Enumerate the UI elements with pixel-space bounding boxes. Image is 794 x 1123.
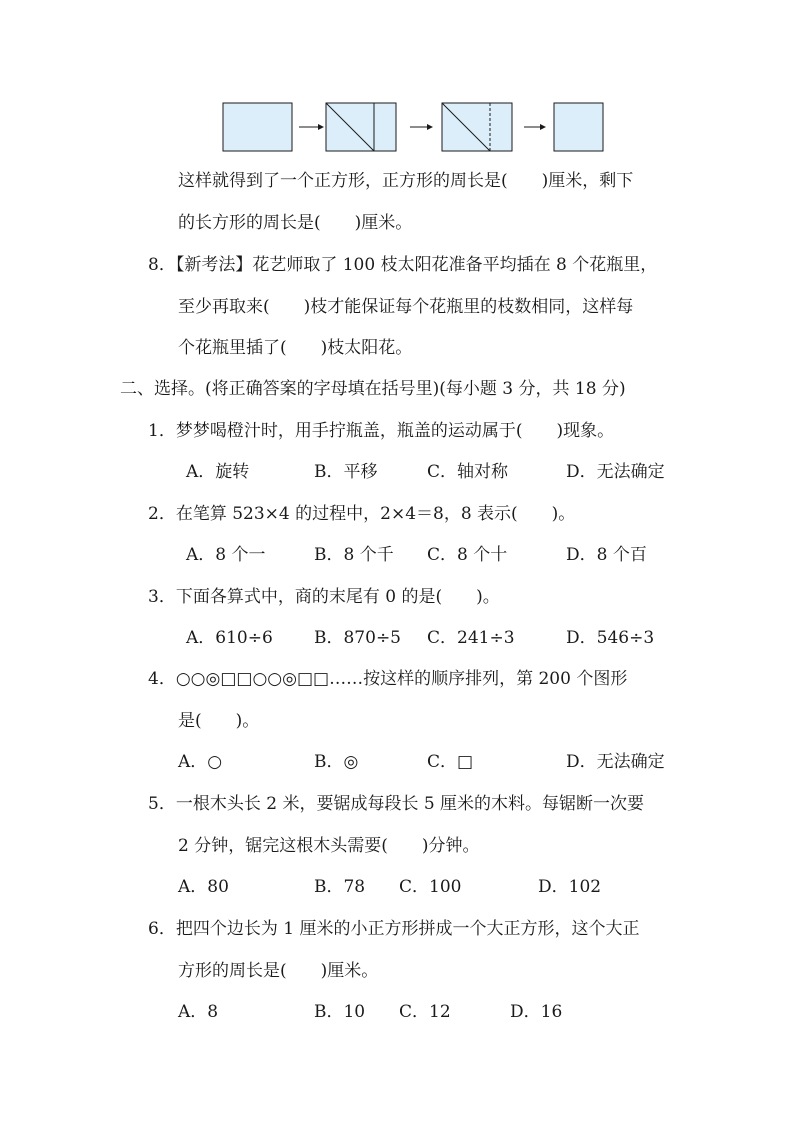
choice-q1-stem: 1．梦梦喝橙汁时，用手拧瓶盖，瓶盖的运动属于( )现象。: [148, 421, 615, 441]
q8-line-2: 至少再取来( )枝才能保证每个花瓶里的枝数相同，这样每: [178, 297, 634, 317]
choice-q5-stem-line-2: 2 分钟，锯完这根木头需要( )分钟。: [178, 836, 480, 856]
choice-q4-stem-line-2: 是( )。: [178, 711, 260, 731]
choice-q3-option-c[interactable]: C．241÷3: [427, 628, 515, 648]
arrow-icon: [410, 124, 433, 130]
choice-q6-option-c[interactable]: C．12: [399, 1002, 451, 1022]
choice-q6-option-d[interactable]: D．16: [510, 1002, 563, 1022]
choice-q5-option-d[interactable]: D．102: [538, 877, 602, 897]
choice-q2-option-d[interactable]: D．8 个百: [566, 545, 647, 565]
choice-q4-option-a[interactable]: A．○: [178, 752, 223, 772]
choice-q2-option-c[interactable]: C．8 个十: [427, 545, 508, 565]
choice-q4-option-d[interactable]: D．无法确定: [566, 752, 665, 772]
q8-line-1: 8．【新考法】花艺师取了 100 枝太阳花准备平均插在 8 个花瓶里，: [148, 255, 658, 275]
q7-line-1: 这样就得到了一个正方形，正方形的周长是( )厘米，剩下: [178, 171, 634, 191]
choice-q3-option-b[interactable]: B．870÷5: [314, 628, 402, 648]
choice-q4-option-c[interactable]: C．□: [427, 752, 474, 772]
choice-q6-option-b[interactable]: B．10: [314, 1002, 366, 1022]
choice-q4-option-b[interactable]: B．◎: [314, 752, 359, 772]
choice-q1-option-a[interactable]: A．旋转: [186, 462, 250, 482]
figure-cut-rectangle: [442, 103, 512, 151]
arrow-icon: [299, 124, 324, 130]
choice-q5-stem-line-1: 5．一根木头长 2 米，要锯成每段长 5 厘米的木料。每锯断一次要: [148, 794, 645, 814]
figure-rectangle: [223, 103, 292, 151]
choice-q6-option-a[interactable]: A．8: [178, 1002, 219, 1022]
choice-q3-option-d[interactable]: D．546÷3: [566, 628, 655, 648]
q8-line-3: 个花瓶里插了( )枝太阳花。: [178, 338, 413, 358]
section-2-heading: 二、选择。(将正确答案的字母填在括号里)(每小题 3 分，共 18 分): [120, 379, 626, 399]
figure-folded-rectangle: [326, 103, 396, 151]
choice-q3-option-a[interactable]: A．610÷6: [186, 628, 273, 648]
figure-square: [554, 103, 603, 151]
choice-q2-stem: 2．在笔算 523×4 的过程中，2×4＝8，8 表示( )。: [148, 504, 576, 524]
arrow-icon: [524, 124, 546, 130]
choice-q5-option-b[interactable]: B．78: [314, 877, 366, 897]
choice-q5-option-a[interactable]: A．80: [178, 877, 229, 897]
q7-line-2: 的长方形的周长是( )厘米。: [178, 213, 413, 233]
choice-q4-stem-line-1: 4．○○◎□□○○◎□□……按这样的顺序排列，第 200 个图形: [148, 669, 628, 689]
choice-q2-option-a[interactable]: A．8 个一: [186, 545, 266, 565]
choice-q5-option-c[interactable]: C．100: [399, 877, 462, 897]
choice-q6-stem-line-2: 方形的周长是( )厘米。: [178, 961, 379, 981]
paper-folding-figure: [0, 0, 794, 170]
choice-q1-option-b[interactable]: B．平移: [314, 462, 378, 482]
choice-q1-option-c[interactable]: C．轴对称: [427, 462, 509, 482]
choice-q6-stem-line-1: 6．把四个边长为 1 厘米的小正方形拼成一个大正方形，这个大正: [148, 919, 640, 939]
choice-q3-stem: 3．下面各算式中，商的末尾有 0 的是( )。: [148, 587, 500, 607]
choice-q1-option-d[interactable]: D．无法确定: [566, 462, 665, 482]
choice-q2-option-b[interactable]: B．8 个千: [314, 545, 394, 565]
